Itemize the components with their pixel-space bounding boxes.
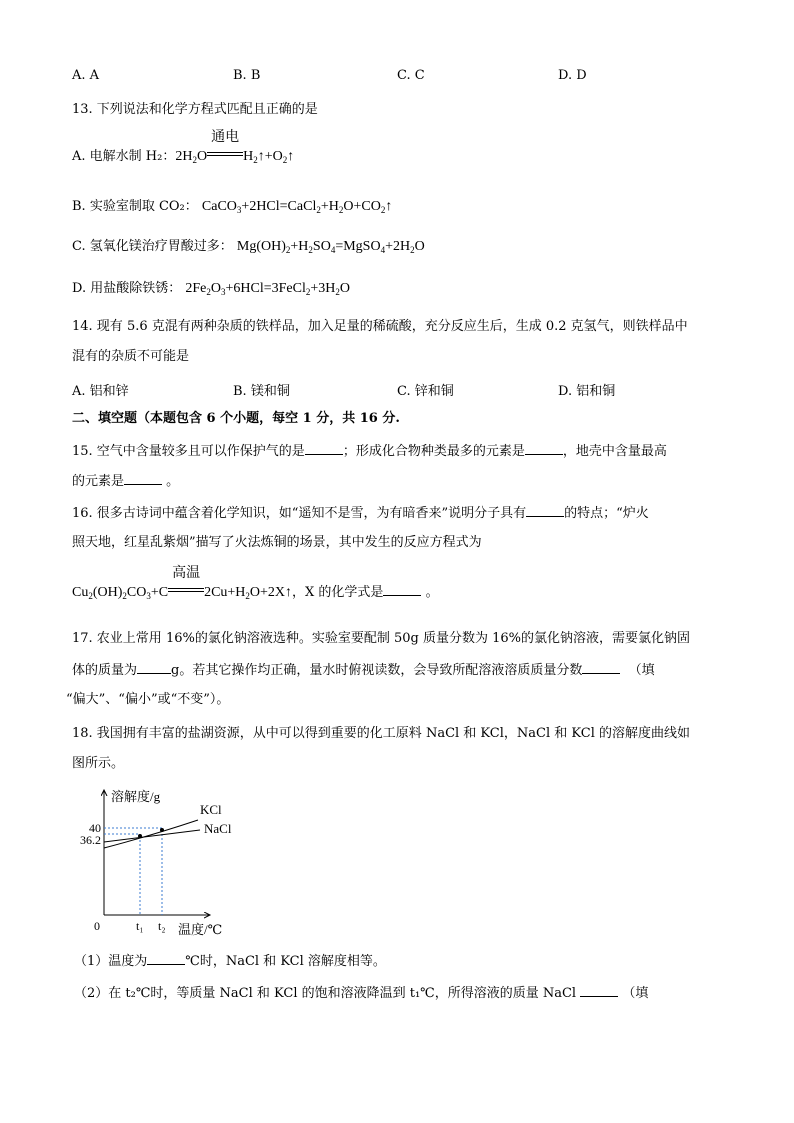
series-nacl-line bbox=[104, 830, 200, 842]
q14-line1: 14. 现有 5.6 克混有两种杂质的铁样品，加入足量的稀硫酸，充分反应生后，生成 0.2 克氢气，则铁样品中 bbox=[72, 319, 688, 334]
condition-text: 高温 bbox=[172, 566, 201, 581]
q14-option-c: C. 锌和铜 bbox=[397, 384, 454, 399]
q16-line2: 照天地，红星乱紫烟”描写了火法炼铜的场景，其中发生的反应方程式为 bbox=[72, 535, 482, 550]
q18-sub2-text2: （填 bbox=[622, 986, 649, 1001]
y-tick-36-2: 36.2 bbox=[80, 833, 101, 847]
y-tick-40: 40 bbox=[89, 821, 101, 835]
q14-option-a: A. 铝和锌 bbox=[72, 384, 129, 399]
answer-blank[interactable] bbox=[124, 472, 162, 485]
option-a: A. A bbox=[72, 68, 100, 83]
q14-option-b: B. 镁和铜 bbox=[233, 384, 290, 399]
q16-text4: ，X 的化学式是 bbox=[292, 585, 384, 600]
q17-text3: g。若其它操作均正确，量水时俯视读数，会导致所配溶液溶质质量分数 bbox=[171, 663, 583, 678]
q16-line1 bbox=[72, 504, 649, 523]
q18-sub1-text1: （1）温度为 bbox=[74, 954, 148, 969]
option-b: B. B bbox=[233, 68, 261, 83]
q17-text2: 体的质量为 bbox=[72, 663, 138, 678]
q18-sub2 bbox=[74, 984, 648, 1003]
q13-b-label: B. 实验室制取 CO₂： bbox=[72, 199, 198, 214]
series-kcl-line bbox=[104, 820, 198, 848]
q15-text3: ，地壳中含量最高 bbox=[562, 444, 667, 459]
q16-equation: $Cu_2(OH)_2CO_3+C$ 高温 $2Cu+H_2O+2X↑$，X 的化学式是 。 bbox=[72, 566, 439, 601]
intersection-point bbox=[138, 834, 142, 838]
q13-stem: 13. 下列说法和化学方程式匹配且正确的是 bbox=[72, 102, 318, 117]
q17-line1: 17. 农业上常用 16%的氯化钠溶液选种。实验室要配制 50g 质量分数为 16%的氯化钠溶液，需要氯化钠固 bbox=[72, 631, 690, 646]
y-axis-label: 溶解度/g bbox=[111, 789, 161, 804]
answer-blank[interactable] bbox=[580, 984, 618, 997]
section-heading: 二、填空题（本题包含 6 个小题，每空 1 分，共 16 分. bbox=[72, 411, 400, 426]
reaction-condition bbox=[207, 130, 243, 160]
answer-blank[interactable] bbox=[137, 661, 171, 674]
q14-line2: 混有的杂质不可能是 bbox=[72, 349, 190, 364]
q16-text1: 16. 很多古诗词中蕴含着化学知识，如“遥知不是雪，为有暗香来”说明分子具有 bbox=[72, 506, 527, 521]
answer-blank[interactable] bbox=[525, 442, 563, 455]
q13-a-label: A. 电解水制 H₂： bbox=[72, 149, 176, 164]
q15-text2: ；形成化合物种类最多的元素是 bbox=[342, 444, 525, 459]
q17-line3: “偏大”、“偏小”或“不变”）。 bbox=[66, 692, 230, 707]
answer-blank[interactable] bbox=[147, 952, 185, 965]
q14-option-d: D. 铝和铜 bbox=[558, 384, 616, 399]
legend-nacl: NaCl bbox=[204, 821, 232, 836]
solubility-chart bbox=[70, 780, 250, 944]
q15-line2 bbox=[72, 472, 179, 491]
q15-line1 bbox=[72, 442, 667, 461]
kcl-point-t2 bbox=[160, 828, 164, 832]
q16-text2: 的特点；“炉火 bbox=[564, 506, 649, 521]
q15-text5: 。 bbox=[166, 474, 180, 489]
q18-sub1-text2: ℃时，NaCl 和 KCl 溶解度相等。 bbox=[185, 954, 386, 969]
reaction-condition bbox=[168, 566, 204, 596]
q13-option-a: A. 电解水制 H₂：$2H_2O$ 通电 $H_2↑+O_2↑$ bbox=[72, 130, 295, 165]
q17-line2 bbox=[72, 661, 655, 680]
x-axis-label: 温度/℃ bbox=[178, 922, 223, 937]
q13-option-b: B. 实验室制取 CO₂： $CaCO_3+2HCl=CaCl_2+H_2O+CO_2↑$ bbox=[72, 199, 393, 215]
q16-text5: 。 bbox=[425, 585, 439, 600]
legend-kcl: KCl bbox=[200, 802, 222, 817]
answer-blank[interactable] bbox=[526, 504, 564, 517]
q13-option-c: C. 氢氧化镁治疗胃酸过多： $Mg(OH)_2+H_2SO_4=MgSO_4+2H_2O$ bbox=[72, 239, 425, 255]
q17-text4: （填 bbox=[628, 663, 655, 678]
option-c: C. C bbox=[397, 68, 425, 83]
answer-blank[interactable] bbox=[582, 661, 620, 674]
q18-line1: 18. 我国拥有丰富的盐湖资源，从中可以得到重要的化工原料 NaCl 和 KCl，NaCl 和 KCl 的溶解度曲线如 bbox=[72, 726, 690, 741]
origin-label: 0 bbox=[94, 919, 100, 933]
x-tick-t1: t₁ bbox=[136, 919, 144, 933]
q13-option-d: D. 用盐酸除铁锈： $2Fe_2O_3+6HCl=3FeCl_2+3H_2O$ bbox=[72, 281, 350, 297]
option-d: D. D bbox=[558, 68, 587, 83]
answer-blank[interactable] bbox=[383, 583, 421, 596]
q15-text1: 15. 空气中含量较多且可以作保护气的是 bbox=[72, 444, 305, 459]
x-tick-t2: t₂ bbox=[158, 919, 166, 933]
q13-c-label: C. 氢氧化镁治疗胃酸过多： bbox=[72, 239, 233, 254]
q15-text4: 的元素是 bbox=[72, 474, 125, 489]
q13-d-label: D. 用盐酸除铁锈： bbox=[72, 281, 182, 296]
condition-text: 通电 bbox=[211, 130, 240, 145]
answer-blank[interactable] bbox=[305, 442, 343, 455]
q18-sub1 bbox=[74, 952, 386, 971]
q18-sub2-text1: （2）在 t₂℃时，等质量 NaCl 和 KCl 的饱和溶液降温到 t₁℃，所得溶液的质量 NaCl bbox=[74, 986, 577, 1001]
q18-line2: 图所示。 bbox=[72, 756, 125, 771]
